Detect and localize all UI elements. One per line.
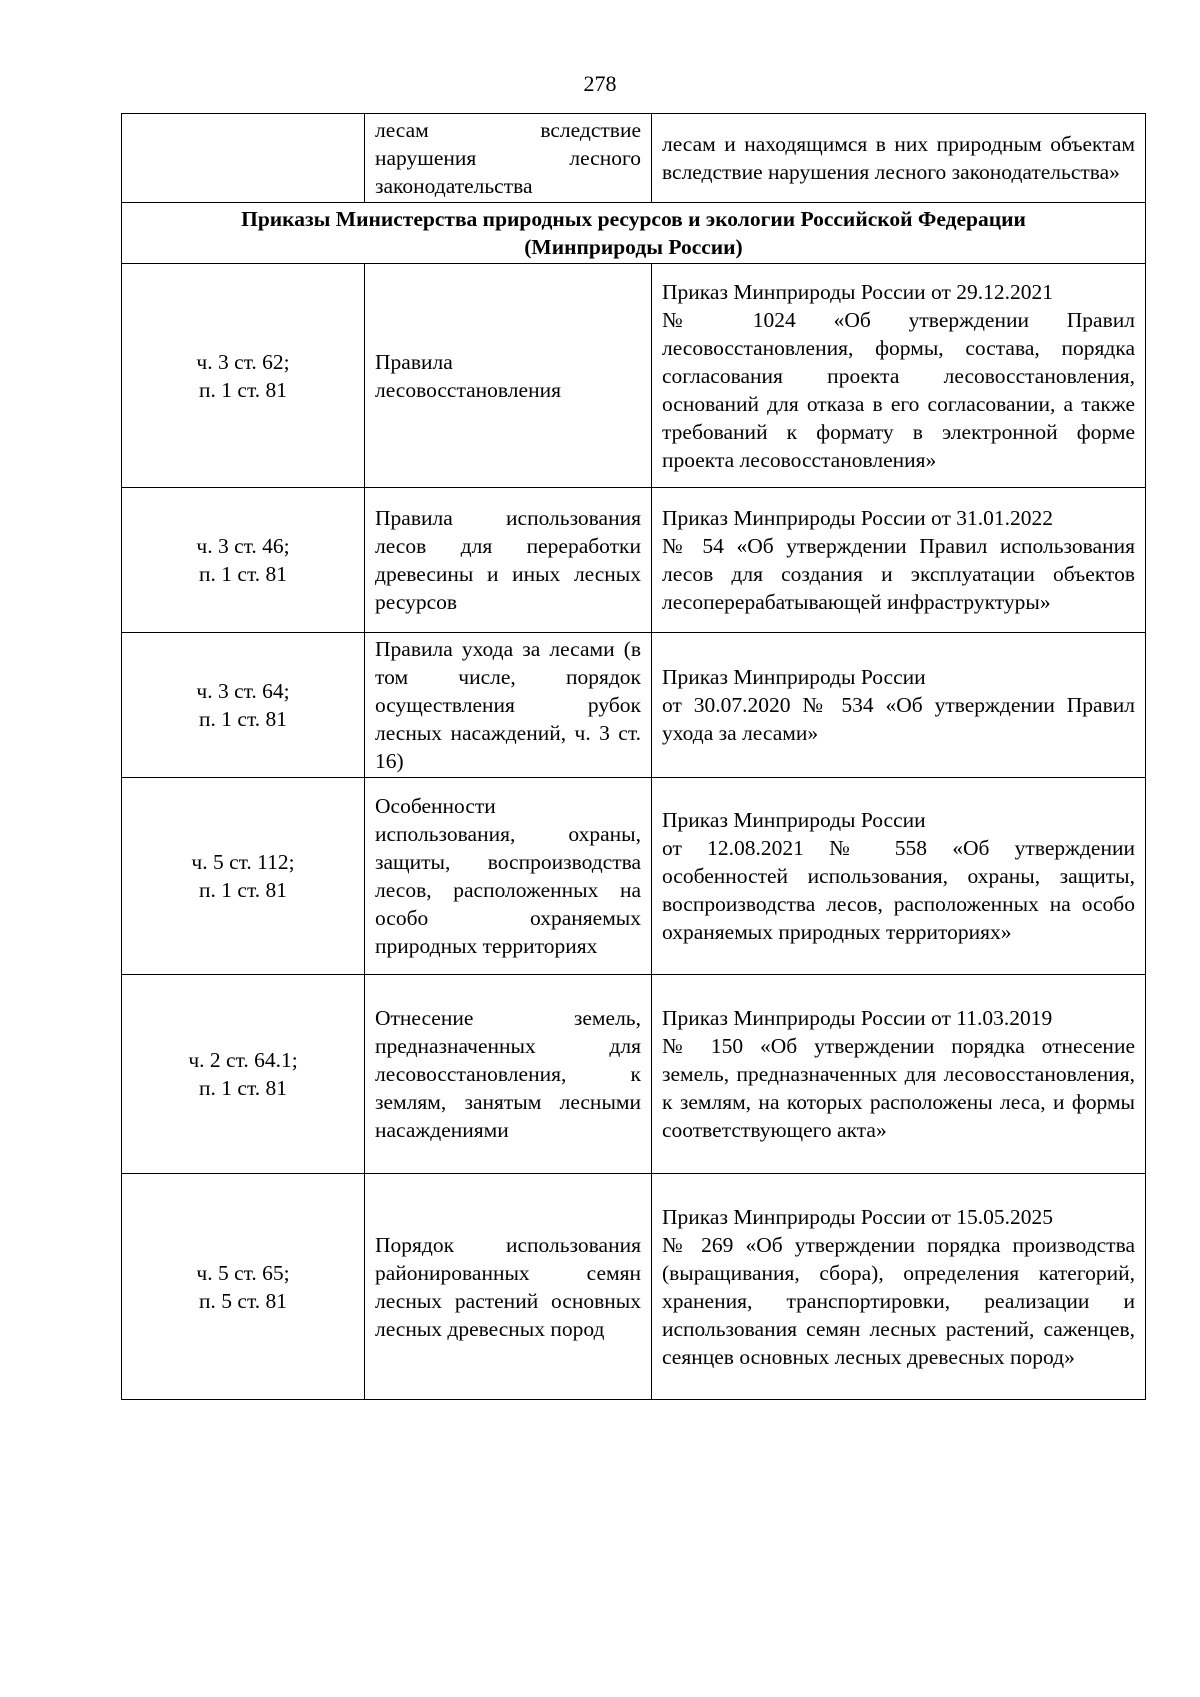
subject-cell: Особенности использования, охраны, защиты, воспроизводства лесов, расположенных на особо охраняемых природных территориях	[365, 778, 652, 975]
article-cell	[122, 488, 365, 633]
section-heading-line1: Приказы Министерства природных ресурсов и экологии Российской Федерации	[241, 207, 1026, 231]
order-description: № 150 «Об утверждении порядка отнесение земель, предназначенных для лесовосстановления, к землям, на которых расположены леса, и формы соответствующего акта»	[662, 1034, 1135, 1142]
table-row	[122, 488, 1146, 633]
table-row	[122, 778, 1146, 975]
order-title-line: Приказ Минприроды России от 11.03.2019	[662, 1006, 1053, 1030]
article-ref-line2: п. 1 ст. 81	[199, 562, 287, 586]
article-ref-line1: ч. 5 ст. 112;	[191, 850, 295, 874]
order-title-line: Приказ Минприроды России	[662, 808, 926, 832]
order-description: № 54 «Об утверждении Правил использования лесов для создания и эксплуатации объектов лесоперерабатывающей инфраструктуры»	[662, 534, 1135, 614]
order-cell	[652, 488, 1146, 633]
article-ref-line2: п. 1 ст. 81	[199, 707, 287, 731]
section-heading-line2: (Минприроды России)	[524, 235, 743, 259]
article-ref-line2: п. 5 ст. 81	[199, 1288, 287, 1313]
order-title-line: Приказ Минприроды России	[662, 665, 926, 689]
article-ref-line2: п. 1 ст. 81	[199, 878, 287, 902]
order-title-line: Приказ Минприроды России от 15.05.2025	[662, 1204, 1054, 1229]
article-cell	[122, 975, 365, 1174]
continuation-cell-order: лесам и находящимся в них природным объектам вследствие нарушения лесного законодательства»	[652, 114, 1146, 203]
subject-cell: Правила ухода за лесами (в том числе, порядок осуществления рубок лесных насаждений, ч. 3 ст. 16)	[365, 633, 652, 778]
order-title-line: Приказ Минприроды России от 29.12.2021	[662, 279, 1054, 304]
section-heading-row	[122, 203, 1146, 264]
article-ref-line1: ч. 3 ст. 64;	[196, 679, 290, 703]
article-ref-line1: ч. 5 ст. 65;	[196, 1260, 290, 1285]
regulations-table	[121, 113, 1146, 1400]
subject-cell: Отнесение земель, предназначенных для лесовосстановления, к землям, занятым лесными насаждениями	[365, 975, 652, 1174]
article-cell	[122, 633, 365, 778]
subject-cell: Правила лесовосстановления	[365, 264, 652, 488]
article-ref-line1: ч. 3 ст. 62;	[196, 349, 290, 374]
order-description: № 1024 «Об утверждении Правил лесовосстановления, формы, состава, порядка согласования проекта лесовосстановления, оснований для отказа в его согласовании, а также требований к формату в электронной форме проекта лесовосстановления»	[662, 307, 1135, 472]
article-cell	[122, 778, 365, 975]
order-cell	[652, 975, 1146, 1174]
table-row	[122, 264, 1146, 488]
table-row	[122, 1174, 1146, 1400]
table-row	[122, 975, 1146, 1174]
order-cell	[652, 633, 1146, 778]
continuation-cell-subject: лесам вследствие нарушения лесного законодательства	[365, 114, 652, 203]
article-ref-line2: п. 1 ст. 81	[199, 1076, 287, 1100]
continuation-cell-empty	[122, 114, 365, 203]
order-description: от 30.07.2020 № 534 «Об утверждении Правил ухода за лесами»	[662, 693, 1135, 745]
section-heading	[122, 203, 1146, 264]
subject-cell: Правила использования лесов для переработки древесины и иных лесных ресурсов	[365, 488, 652, 633]
order-cell	[652, 778, 1146, 975]
article-cell	[122, 1174, 365, 1400]
page-number: 278	[583, 71, 617, 96]
continuation-row	[122, 114, 1146, 203]
article-ref-line2: п. 1 ст. 81	[199, 377, 287, 402]
order-description: № 269 «Об утверждении порядка производства (выращивания, сбора), определения категорий, хранения, транспортировки, реализации и использования семян лесных растений, саженцев, сеянцев основных лесных древесных пород»	[662, 1232, 1135, 1369]
order-cell	[652, 264, 1146, 488]
article-ref-line1: ч. 3 ст. 46;	[196, 534, 290, 558]
order-description: от 12.08.2021 № 558 «Об утверждении особенностей использования, охраны, защиты, воспроизводства лесов, расположенных на особо охраняемых природных территориях»	[662, 836, 1135, 944]
order-cell	[652, 1174, 1146, 1400]
table-row	[122, 633, 1146, 778]
article-ref-line1: ч. 2 ст. 64.1;	[188, 1048, 298, 1072]
order-title-line: Приказ Минприроды России от 31.01.2022	[662, 506, 1054, 530]
article-cell	[122, 264, 365, 488]
subject-cell: Порядок использования районированных семян лесных растений основных лесных древесных пород	[365, 1174, 652, 1400]
